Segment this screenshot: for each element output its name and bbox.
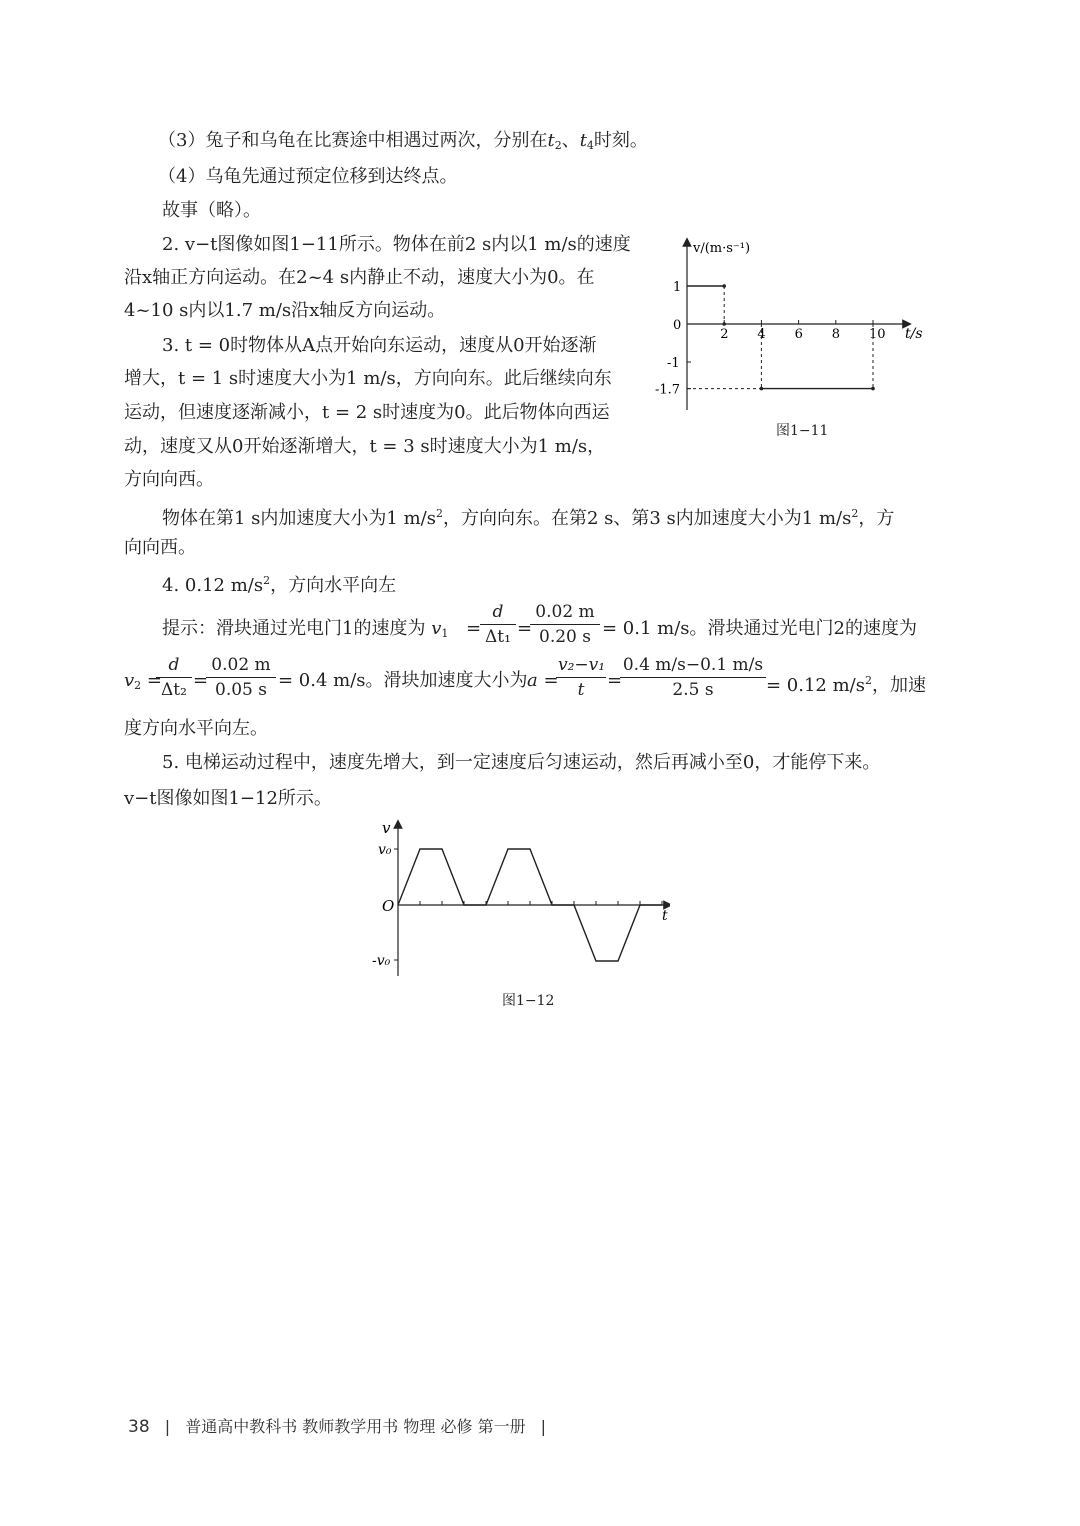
v0-label: v₀	[378, 842, 392, 858]
fraction-d-dt1: $\frac{d}{\text{Δt₁}}$	[480, 602, 516, 647]
figure-1-11	[655, 232, 925, 432]
para-story: 故事（略）。	[162, 200, 261, 221]
x-tick-label: 4	[757, 327, 766, 342]
q2-line-c: 4~10 s内以1.7 m/s沿x轴反方向运动。	[124, 300, 446, 321]
hint-v2-label: $v_2$ =	[124, 670, 162, 692]
endpoint	[722, 322, 726, 326]
y-tick-label: -1	[667, 356, 680, 371]
q4-line: 4. 0.12 $m/s^2$，方向水平向左	[162, 574, 397, 596]
y-tick-label: 0	[673, 318, 682, 333]
endpoint	[722, 284, 726, 288]
hint-v2-result: = 0.4 m/s。滑块加速度大小为	[278, 670, 528, 691]
figure-1-11-caption: 图1−11	[776, 423, 829, 439]
x-axis-label: t	[662, 908, 668, 924]
hint-a-result: = 0.12 $m/s^2$，加速	[766, 674, 926, 696]
hint-v1-result: = 0.1 m/s。滑块通过光电门2的速度为	[602, 618, 917, 639]
q2-line-b: 沿x轴正方向运动。在2~4 s内静止不动，速度大小为0。在	[124, 267, 595, 288]
endpoint	[871, 387, 875, 391]
hint-a-label: a =	[527, 670, 559, 691]
y-tick-label: -1.7	[655, 382, 681, 398]
fraction-accel: $\frac{0.4 m/s-0.1 m/s}{2.5 s}$	[620, 655, 766, 700]
figure-1-12-caption: 图1−12	[502, 993, 555, 1009]
y-axis-label: v/(m·s⁻¹)	[693, 241, 751, 256]
hint-line-c: 度方向水平向左。	[124, 718, 268, 739]
page-footer: 38 | 普通高中教科书 教师教学用书 物理 必修 第一册 |	[128, 1417, 547, 1437]
neg-v0-label: -v₀	[372, 953, 391, 969]
origin-label: O	[382, 897, 395, 915]
x-tick-label: 10	[869, 327, 886, 342]
fraction-002-020: $\frac{0.02 m}{0.20 s}$	[530, 602, 600, 647]
para-3: （3）兔子和乌龟在比赛途中相遇过两次，分别在$t_2$、$t_4$时刻。	[158, 130, 648, 152]
hint-line-a: 提示：滑块通过光电门1的速度为 $v_1$	[162, 618, 449, 640]
page-number: 38	[128, 1417, 150, 1437]
q3-line-a: 3. t = 0时物体从A点开始向东运动，速度从0开始逐渐	[162, 335, 597, 356]
q3-line-b: 增大，t = 1 s时速度大小为1 m/s，方向向东。此后继续向东	[124, 368, 612, 389]
book-title: 普通高中教科书 教师教学用书 物理 必修 第一册	[185, 1417, 526, 1436]
q3-line-e: 方向向西。	[124, 469, 214, 490]
q5-line-a: 5. 电梯运动过程中，速度先增大，到一定速度后匀速运动，然后再减小至0，才能停下来。	[162, 752, 881, 773]
para-4: （4）乌龟先通过预定位移到达终点。	[158, 166, 458, 187]
fraction-002-005: $\frac{0.02 m}{0.05 s}$	[206, 655, 276, 700]
fraction-d-dt2: $\frac{d}{\text{Δt₂}}$	[156, 655, 192, 700]
q2-line-a: 2. v−t图像如图1−11所示。物体在前2 s内以1 m/s的速度	[162, 234, 631, 255]
endpoint	[760, 387, 764, 391]
x-tick-label: 8	[831, 327, 841, 342]
fraction-v2-v1-t: $\frac{\text{v₂−v₁}}{t}$	[558, 655, 606, 700]
acc-line-a: 物体在第1 s内加速度大小为1 $m/s^2$，方向向东。在第2 s、第3 s内加速度大小为1 $m/s^2$，方	[162, 507, 895, 529]
hint-eq1b: =	[517, 618, 533, 639]
x-axis-label: t/s	[905, 326, 923, 342]
acc-line-b: 向向西。	[124, 537, 196, 558]
q5-line-b: v−t图像如图1−12所示。	[124, 788, 332, 809]
y-tick-label: 1	[673, 280, 682, 295]
hint-eq2: =	[193, 670, 209, 691]
hint-eq3: =	[607, 670, 623, 691]
figure-1-12	[370, 818, 670, 988]
x-tick-label: 2	[720, 327, 729, 342]
q3-line-d: 动，速度又从0开始逐渐增大，t = 3 s时速度大小为1 m/s，	[124, 436, 606, 457]
y-axis-label: v	[382, 819, 391, 837]
q3-line-c: 运动，但速度逐渐减小，t = 2 s时速度为0。此后物体向西运	[124, 402, 610, 423]
hint-eq1: =	[466, 618, 482, 639]
x-tick-label: 6	[794, 327, 803, 342]
